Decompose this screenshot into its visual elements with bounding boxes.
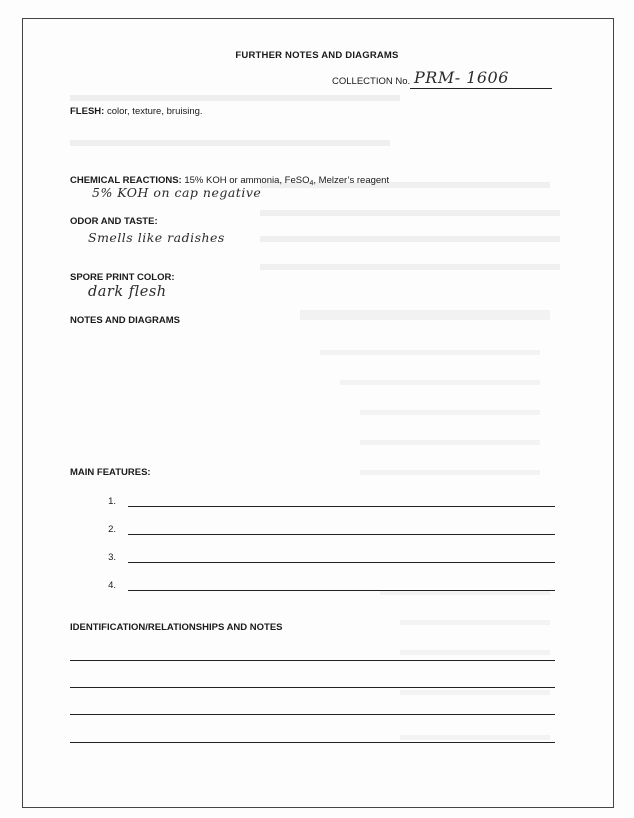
collection-number-label: COLLECTION No.: [332, 76, 411, 87]
identification-line-2[interactable]: [70, 687, 555, 688]
main-feature-line-2[interactable]: [128, 534, 555, 535]
identification-line-1[interactable]: [70, 660, 555, 661]
notes-diagrams-area[interactable]: [70, 332, 560, 458]
main-feature-line-1[interactable]: [128, 506, 555, 507]
odor-taste-section: [70, 216, 158, 227]
notes-diagrams-label: NOTES AND DIAGRAMS: [70, 315, 180, 326]
odor-taste-label: ODOR AND TASTE:: [70, 216, 158, 227]
chemical-reactions-label: CHEMICAL REACTIONS:: [70, 175, 182, 186]
flesh-label: FLESH:: [70, 106, 105, 117]
spore-print-section: [70, 272, 175, 283]
chemical-reactions-hint: 15% KOH or ammonia, FeSO$_4$, Melzer’s reagent: [184, 175, 390, 187]
main-feature-number: 4.: [108, 580, 116, 591]
flesh-section: [70, 106, 203, 117]
chemical-reactions-handwritten[interactable]: 5% KOH on cap negative: [92, 185, 262, 200]
notes-diagrams-section: [70, 315, 180, 326]
identification-label: IDENTIFICATION/RELATIONSHIPS AND NOTES: [70, 622, 283, 633]
collection-number-line: [410, 88, 552, 89]
main-feature-number: 3.: [108, 552, 116, 563]
main-feature-line-4[interactable]: [128, 590, 555, 591]
spore-print-handwritten[interactable]: dark flesh: [88, 284, 167, 300]
identification-line-4[interactable]: [70, 742, 555, 743]
main-feature-number: 2.: [108, 524, 116, 535]
main-feature-number: 1.: [108, 496, 116, 507]
spore-print-label: SPORE PRINT COLOR:: [70, 272, 175, 283]
main-features-label: MAIN FEATURES:: [70, 467, 151, 478]
identification-section: [70, 622, 283, 633]
collection-number-value[interactable]: PRM- 1606: [414, 68, 509, 87]
flesh-hint: color, texture, bruising.: [106, 106, 203, 117]
odor-taste-handwritten[interactable]: Smells like radishes: [88, 230, 225, 245]
page-title: FURTHER NOTES AND DIAGRAMS: [235, 50, 399, 61]
main-feature-line-3[interactable]: [128, 562, 555, 563]
identification-line-3[interactable]: [70, 714, 555, 715]
main-features-section: [70, 467, 151, 478]
